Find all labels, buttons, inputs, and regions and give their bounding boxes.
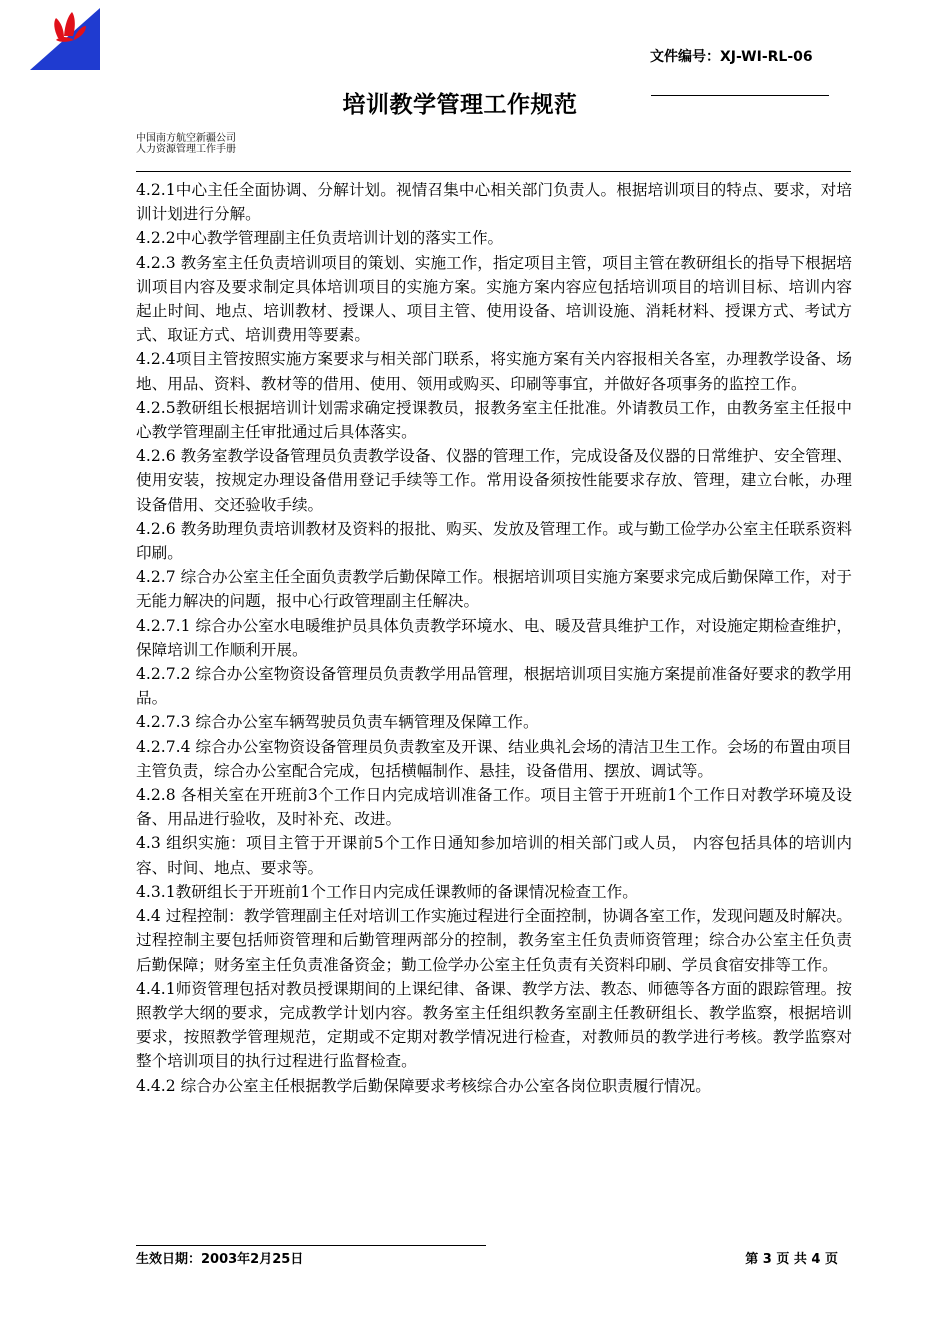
paragraph: 4.4 过程控制：教学管理副主任对培训工作实施过程进行全面控制，协调各室工作，发现问题及时解决。过程控制主要包括师资管理和后勤管理两部分的控制，教务室主任负责师资管理；综合办公室主任负责后勤保障；财务室主任负责准备资金；勤工俭学办公室主任负责有关资料印刷、学员食宿安排等工作。 (136, 907, 852, 974)
paragraph: 4.3 组织实施：项目主管于开课前5个工作日通知参加培训的相关部门或人员， 内容包括具体的培训内容、时间、地点、要求等。 (136, 834, 852, 877)
paragraph: 4.2.5教研组长根据培训计划需求确定授课教员，报教务室主任批准。外请教员工作，由教务室主任报中心教学管理副主任审批通过后具体落实。 (136, 398, 852, 442)
paragraph: 4.2.6 教务室教学设备管理员负责教学设备、仪器的管理工作，完成设备及仪器的日常维护、安全管理、使用安装，按规定办理设备借用登记手续等工作。常用设备须按性能要求存放、管理，建立台帐，办理设备借用、交还验收手续。 (136, 447, 852, 514)
title-rule (651, 95, 829, 96)
paragraph: 4.2.1中心主任全面协调、分解计划。视情召集中心相关部门负责人。根据培训项目的特点、要求，对培训计划进行分解。 (136, 181, 852, 224)
manual-name: 人力资源管理工作手册 (136, 144, 236, 155)
paragraph: 4.4.1师资管理包括对教员授课期间的上课纪律、备课、教学方法、教态、师德等各方面的跟踪管理。按照教学大纲的要求，完成教学计划内容。教务室主任组织教务室副主任教研组长、教学监察，根据培训要求，按照教学管理规范，定期或不定期对教学情况进行检查，对教师员的教学进行考核。教学监察对整个培训项目的执行过程进行监督检查。 (136, 979, 852, 1071)
paragraph: 4.2.7 综合办公室主任全面负责教学后勤保障工作。根据培训项目实施方案要求完成后勤保障工作，对于无能力解决的问题，报中心行政管理副主任解决。 (136, 568, 852, 611)
paragraph: 4.2.7.4 综合办公室物资设备管理员负责教室及开课、结业典礼会场的清洁卫生工作。会场的布置由项目主管负责，综合办公室配合完成，包括横幅制作、悬挂，设备借用、摆放、调试等。 (136, 737, 852, 780)
airline-logo-icon (28, 6, 102, 72)
file-number: 文件编号：XJ-WI-RL-06 (650, 49, 813, 65)
header-divider (136, 171, 851, 172)
paragraph: 4.2.8 各相关室在开班前3个工作日内完成培训准备工作。项目主管于开班前1个工作日对教学环境及设备、用品进行验收，及时补充、改进。 (136, 786, 852, 829)
company-name: 中国南方航空新疆公司 (136, 133, 236, 144)
paragraph: 4.2.4项目主管按照实施方案要求与相关部门联系，将实施方案有关内容报相关各室，办理教学设备、场地、用品、资料、教材等的借用、使用、领用或购买、印刷等事宜，并做好各项事务的监控工作。 (136, 350, 852, 393)
paragraph: 4.2.7.3 综合办公室车辆驾驶员负责车辆管理及保障工作。 (136, 713, 539, 732)
paragraph: 4.2.7.1 综合办公室水电暖维护员具体负责教学环境水、电、暖及营具维护工作，对设施定期检查维护，保障培训工作顺利开展。 (136, 616, 852, 659)
document-body (136, 178, 852, 1098)
footer-divider (136, 1245, 486, 1246)
company-info (136, 133, 236, 155)
paragraph: 4.3.1教研组长于开班前1个工作日内完成任课教师的备课情况检查工作。 (136, 882, 638, 901)
paragraph: 4.2.2中心教学管理副主任负责培训计划的落实工作。 (136, 229, 504, 248)
page-number: 第 3 页 共 4 页 (745, 1252, 838, 1267)
paragraph: 4.2.3 教务室主任负责培训项目的策划、实施工作，指定项目主管，项目主管在教研组长的指导下根据培训项目内容及要求制定具体培训项目的实施方案。实施方案内容应包括培训项目的培训目标、培训内容起止时间、地点、培训教材、授课人、项目主管、使用设备、培训设施、消耗材料、授课方式、考试方式、取证方式、培训费用等要素。 (136, 253, 852, 345)
page-title: 培训教学管理工作规范 (342, 92, 578, 118)
paragraph: 4.4.2 综合办公室主任根据教学后勤保障要求考核综合办公室各岗位职责履行情况。 (136, 1076, 711, 1095)
paragraph: 4.2.6 教务助理负责培训教材及资料的报批、购买、发放及管理工作。或与勤工俭学办公室主任联系资料印刷。 (136, 519, 852, 563)
paragraph: 4.2.7.2 综合办公室物资设备管理员负责教学用品管理，根据培训项目实施方案提前准备好要求的教学用品。 (136, 665, 852, 708)
effective-date: 生效日期：2003年2月25日 (136, 1252, 304, 1267)
